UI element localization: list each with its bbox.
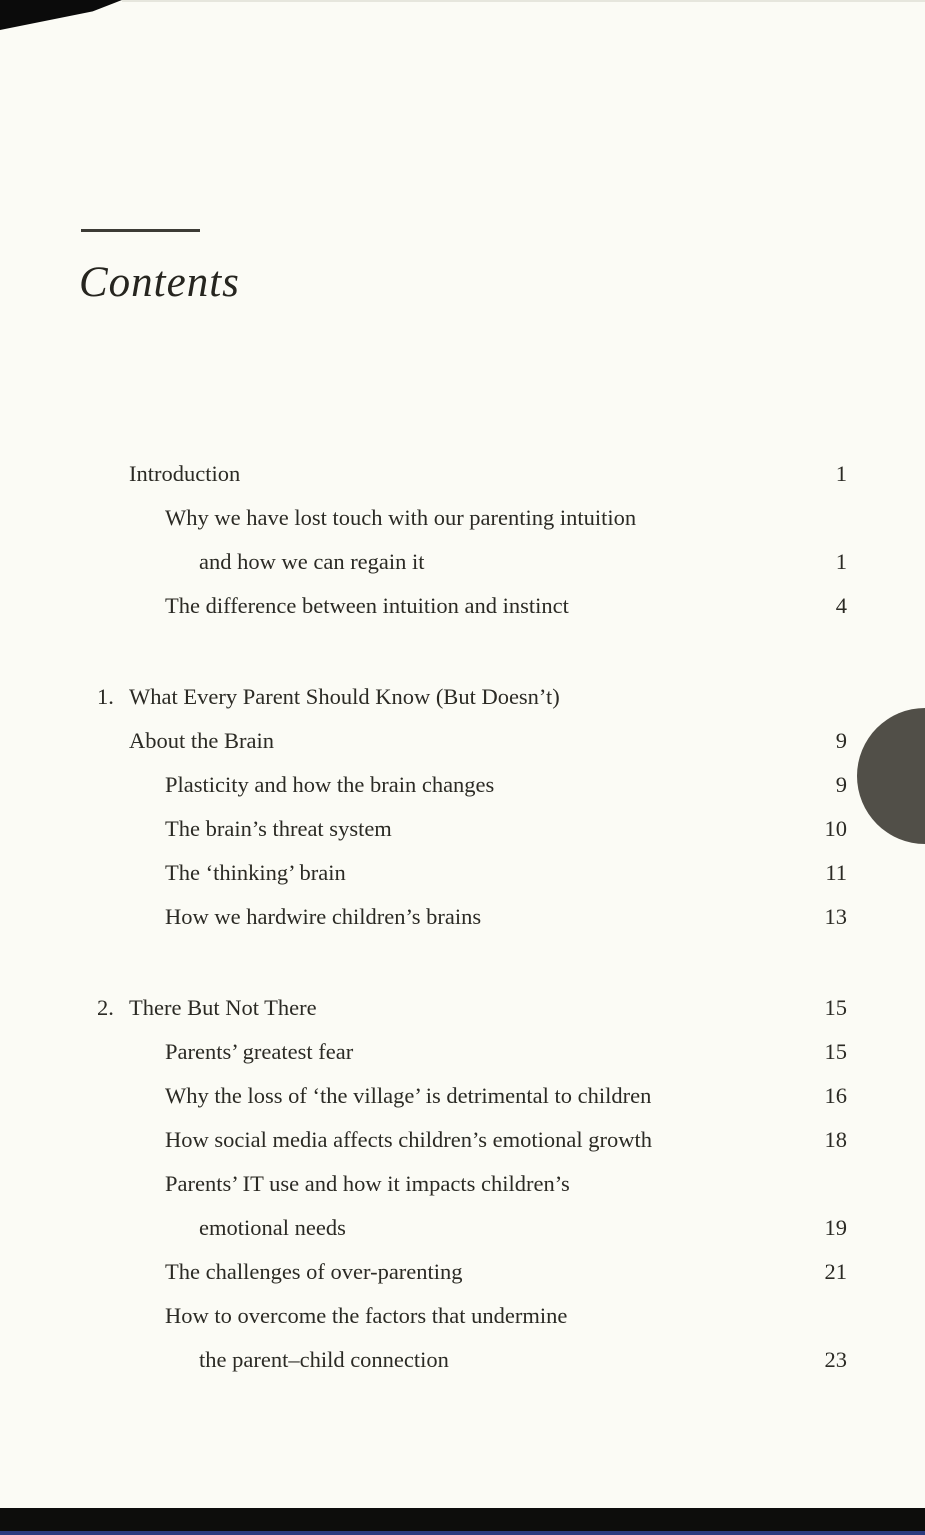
toc-page-number: 10 <box>824 816 847 841</box>
toc-row <box>0 1118 925 1162</box>
toc-entry-text: How social media affects children’s emotional growth <box>165 1127 652 1152</box>
toc-row <box>0 1162 925 1206</box>
chapter-number: 1. <box>97 684 114 709</box>
toc-page-number: 1 <box>835 549 847 574</box>
toc-entry-text: How we hardwire children’s brains <box>165 904 482 929</box>
toc-entry-text: Why we have lost touch with our parenting intuition <box>165 505 637 530</box>
toc-page-number: 9 <box>835 772 847 797</box>
toc-row <box>0 719 925 763</box>
toc-entry-text: Plasticity and how the brain changes <box>165 772 495 797</box>
toc-page-number: 1 <box>835 461 847 486</box>
toc-entry-text: How to overcome the factors that undermine <box>165 1303 568 1328</box>
toc-entry-text: About the Brain <box>129 728 274 753</box>
toc-entry-text: emotional needs <box>199 1215 346 1240</box>
toc-row <box>0 1338 925 1382</box>
toc-row <box>0 675 925 719</box>
toc-page-number: 21 <box>824 1259 847 1284</box>
toc-page-number: 4 <box>835 593 847 618</box>
toc-entry-text: and how we can regain it <box>199 549 425 574</box>
table-of-contents <box>0 452 925 1382</box>
contents-heading: Contents <box>79 259 240 306</box>
toc-page-number: 23 <box>824 1347 847 1372</box>
toc-entry-text: The ‘thinking’ brain <box>165 860 346 885</box>
toc-page-number: 11 <box>825 860 847 885</box>
scan-artifact-top-edge <box>122 0 925 2</box>
toc-page-number: 13 <box>824 904 847 929</box>
toc-entry-text: Parents’ greatest fear <box>165 1039 354 1064</box>
toc-row <box>0 851 925 895</box>
toc-row <box>0 807 925 851</box>
toc-row <box>0 895 925 939</box>
toc-row <box>0 763 925 807</box>
toc-page-number: 19 <box>824 1215 847 1240</box>
toc-entry-text: The brain’s threat system <box>165 816 392 841</box>
toc-row <box>0 452 925 496</box>
heading-rule <box>81 229 200 232</box>
chapter-number: 2. <box>97 995 114 1020</box>
toc-page-number: 18 <box>824 1127 847 1152</box>
toc-entry-text: the parent–child connection <box>199 1347 449 1372</box>
toc-page-number: 9 <box>835 728 847 753</box>
toc-row <box>0 584 925 628</box>
toc-row <box>0 1074 925 1118</box>
toc-entry-text: What Every Parent Should Know (But Doesn’t) <box>129 684 560 709</box>
toc-entry-text: The challenges of over-parenting <box>165 1259 463 1284</box>
toc-entry-text: Parents’ IT use and how it impacts children’s <box>165 1171 570 1196</box>
scan-artifact-top-left-corner <box>0 0 122 30</box>
toc-row <box>0 1206 925 1250</box>
toc-entry-text: Introduction <box>129 461 241 486</box>
toc-entry-text: The difference between intuition and instinct <box>165 593 569 618</box>
toc-row <box>0 1294 925 1338</box>
toc-row <box>0 986 925 1030</box>
toc-page-number: 15 <box>824 1039 847 1064</box>
toc-page-number: 16 <box>824 1083 847 1108</box>
toc-page-number: 15 <box>824 995 847 1020</box>
toc-entry-text: Why the loss of ‘the village’ is detrimental to children <box>165 1083 652 1108</box>
toc-entry-text: There But Not There <box>129 995 317 1020</box>
scan-artifact-bottom-blue-edge <box>0 1531 925 1535</box>
toc-row <box>0 540 925 584</box>
toc-row <box>0 1030 925 1074</box>
toc-row <box>0 1250 925 1294</box>
toc-row <box>0 496 925 540</box>
